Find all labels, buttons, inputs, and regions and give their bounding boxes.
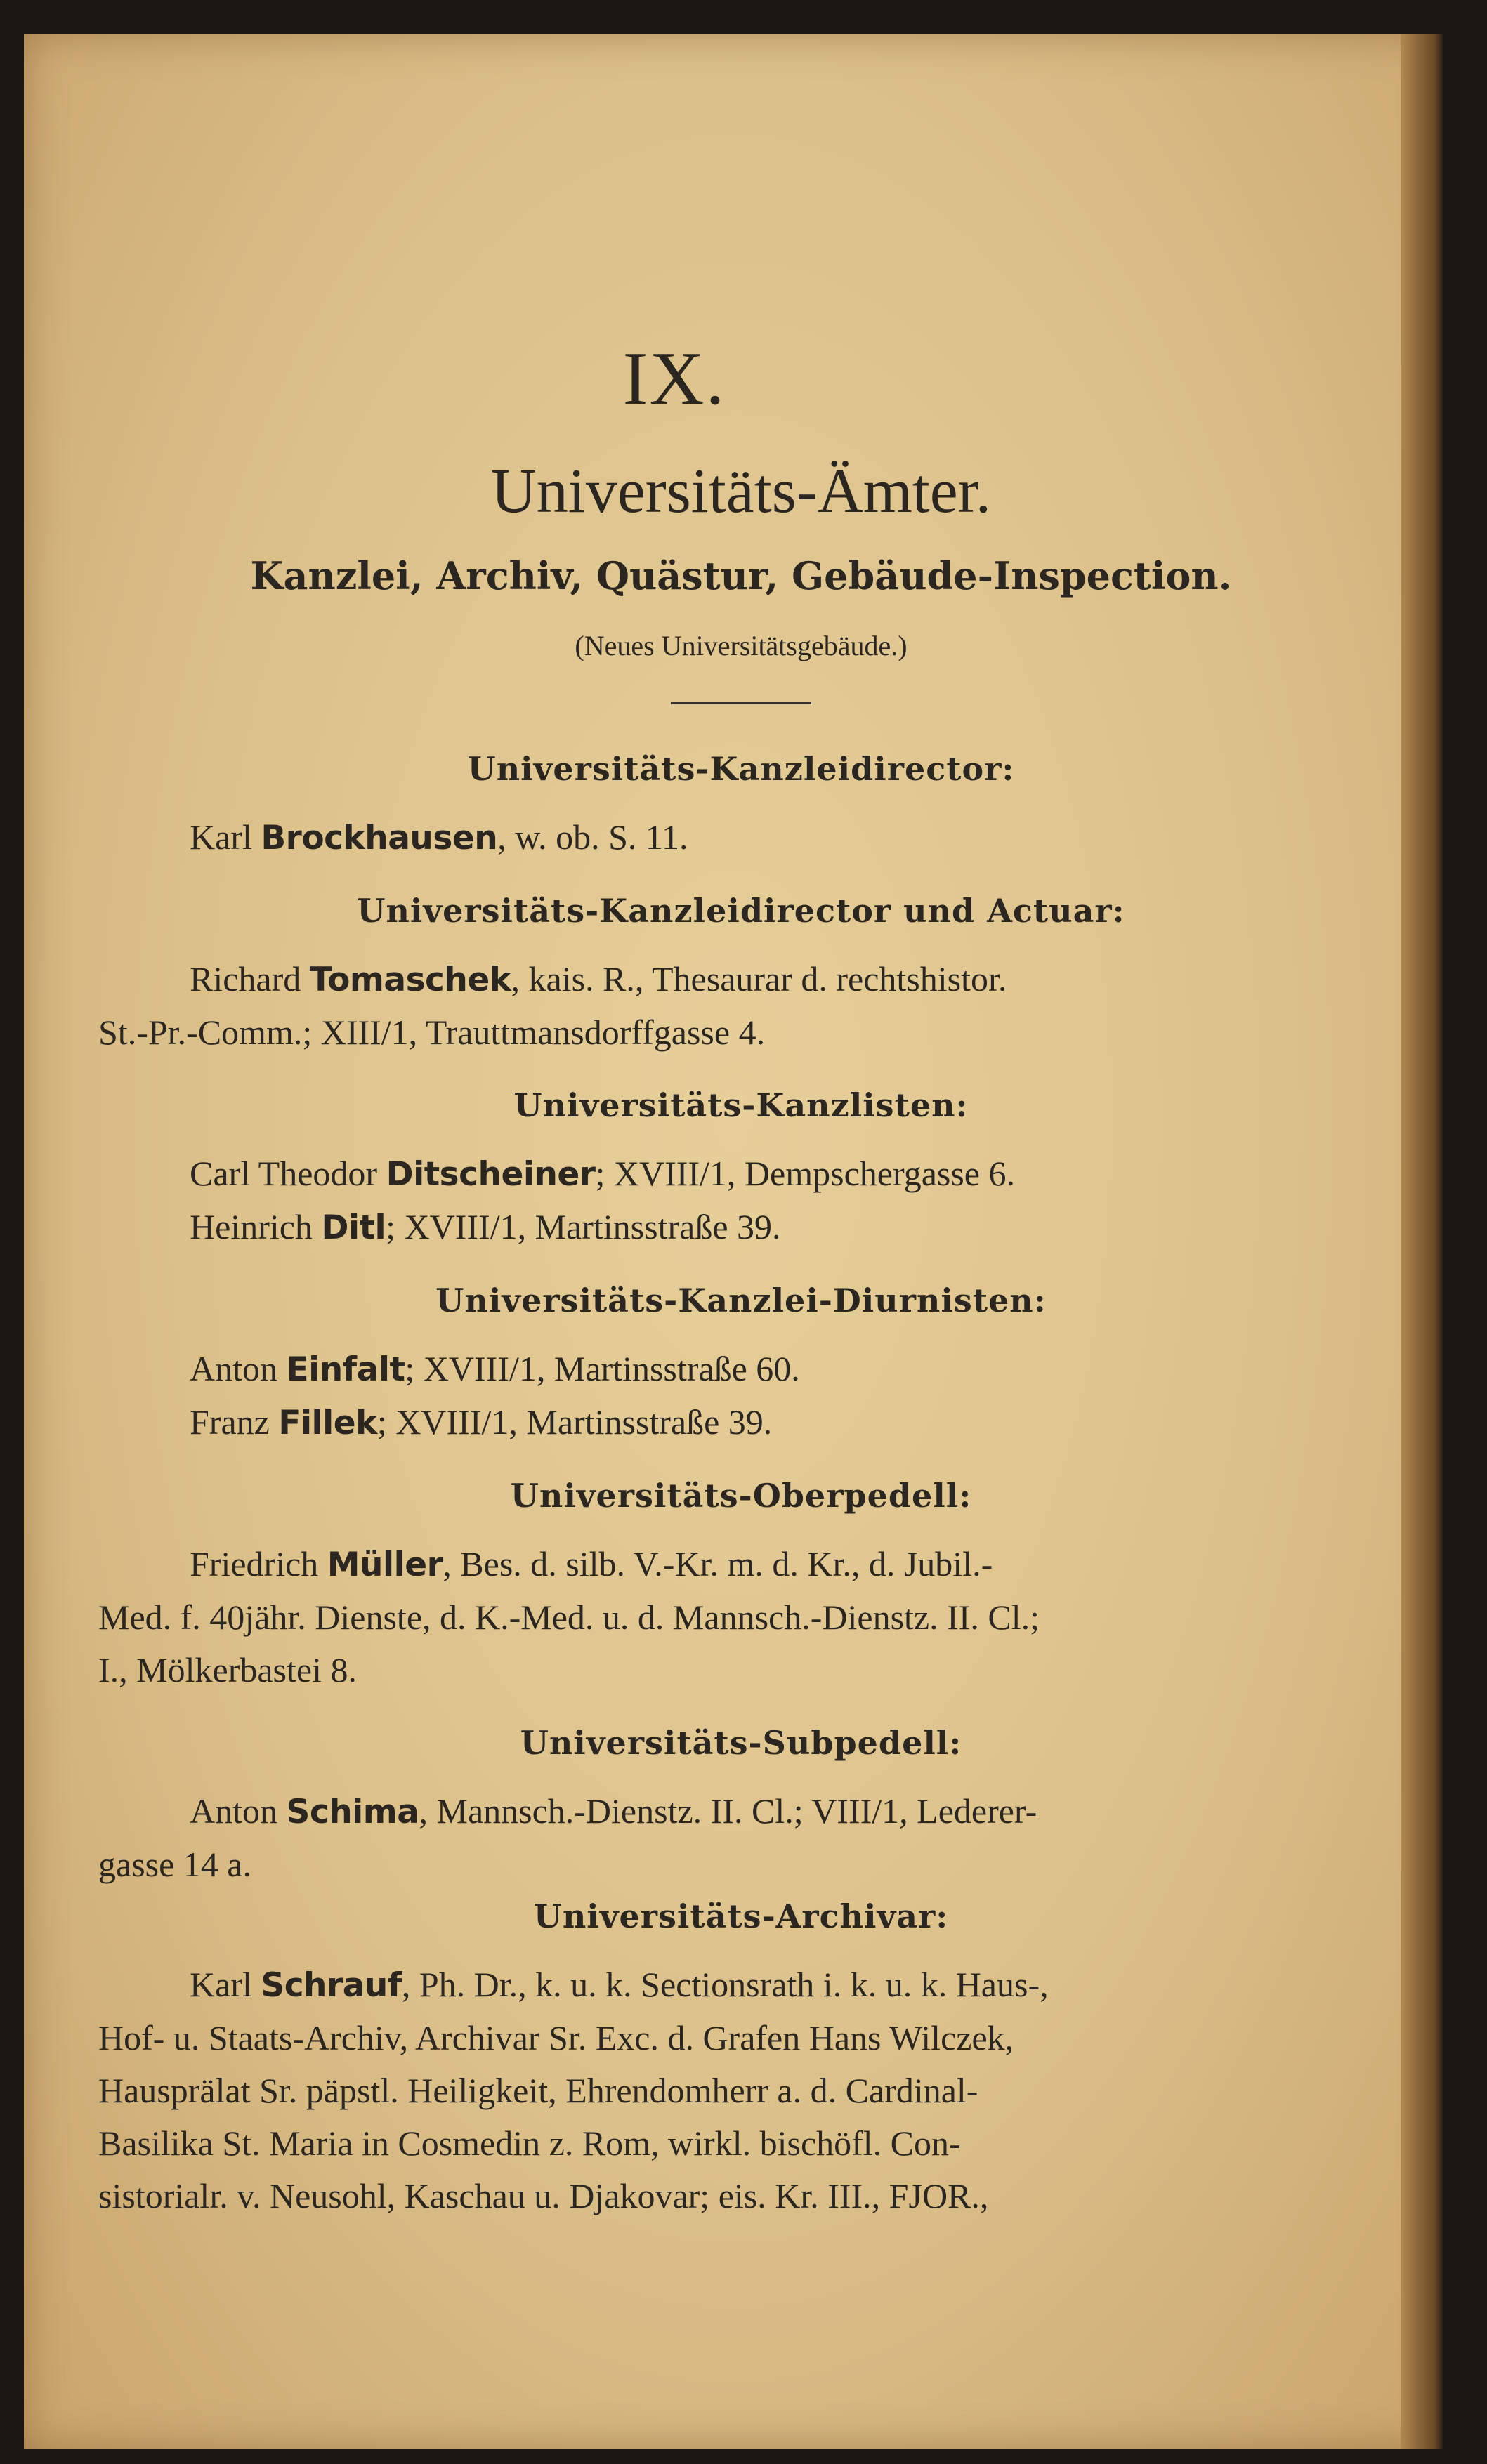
entry-details: ; XVIII/1, Martinsstraße 60. [405,1349,800,1388]
entry-line [98,1147,1222,1201]
section-heading: Universitäts-Kanzlisten: [513,1086,969,1124]
chapter-title: Universitäts-Ämter. [490,456,992,526]
section-heading: Universitäts-Oberpedell: [510,1477,972,1515]
entry-continuation: sistorialr. v. Neusohl, Kaschau u. Djakovar; eis. Kr. III., FJOR., [98,2176,989,2215]
section-heading: Universitäts-Kanzleidirector: [467,750,1015,788]
entry-line [98,1958,1222,2012]
entry-details: ; XVIII/1, Dempschergasse 6. [595,1154,1016,1193]
section-heading: Universitäts-Kanzleidirector und Actuar: [357,892,1125,930]
chapter-number: IX. [622,337,726,421]
entry-details: , Mannsch.-Dienstz. II. Cl.; VIII/1, Lederer- [419,1791,1037,1831]
entry-name: Einfalt [286,1350,405,1389]
list-item [98,1343,1222,1449]
entry-prefix: Franz [190,1402,279,1442]
section-heading: Universitäts-Archivar: [533,1897,949,1935]
section-heading: Universitäts-Subpedell: [520,1724,962,1762]
entry-prefix: Karl [190,817,261,857]
entry-prefix: Friedrich [190,1544,327,1583]
entry-name: Müller [327,1546,443,1584]
entry-line [98,1201,1222,1254]
entry-continuation: Med. f. 40jähr. Dienste, d. K.-Med. u. d. Mannsch.-Dienstz. II. Cl.; [98,1597,1040,1637]
entry-name: Schima [286,1793,419,1831]
entry-name: Ditl [321,1208,386,1247]
entry-details: , Bes. d. silb. V.-Kr. m. d. Kr., d. Jubil.- [443,1544,993,1583]
list-item [98,811,1222,864]
divider-rule [671,702,811,704]
entry-line [98,1343,1222,1396]
list-item [98,1785,1222,1891]
entry-line [98,1396,1222,1449]
entry-details: ; XVIII/1, Martinsstraße 39. [376,1402,773,1442]
entry-continuation: gasse 14 a. [98,1845,251,1884]
entry-name: Ditscheiner [386,1155,596,1194]
entry-details: , w. ob. S. 11. [497,817,688,857]
list-item [98,1958,1222,2222]
list-item [98,1538,1222,1697]
entry-name: Fillek [278,1404,377,1442]
location-note: (Neues Universitätsgebäude.) [575,630,908,661]
entry-line [98,953,1222,1006]
list-item [98,1147,1222,1254]
entry-continuation: I., Mölkerbastei 8. [98,1650,357,1689]
entry-details: , kais. R., Thesaurar d. rechtshistor. [511,959,1007,999]
entry-line [98,1785,1222,1838]
entry-continuation: Hof- u. Staats-Archiv, Archivar Sr. Exc. d. Grafen Hans Wilczek, [98,2018,1014,2057]
entry-name: Brockhausen [261,819,498,857]
book-spine [1401,34,1443,2449]
entry-prefix: Anton [190,1791,287,1831]
section-heading: Universitäts-Kanzlei-Diurnisten: [435,1282,1047,1319]
entry-line [98,811,1222,864]
entry-prefix: Richard [190,959,310,999]
entry-prefix: Carl Theodor [190,1154,386,1193]
entry-continuation: Basilika St. Maria in Cosmedin z. Rom, wirkl. bischöfl. Con- [98,2123,961,2163]
list-item [98,953,1222,1059]
entry-prefix: Anton [190,1349,287,1388]
entry-prefix: Heinrich [190,1207,322,1246]
entry-name: Schrauf [261,1966,402,2005]
entry-continuation: Hausprälat Sr. päpstl. Heiligkeit, Ehrendomherr a. d. Cardinal- [98,2071,978,2110]
entry-details: , Ph. Dr., k. u. k. Sectionsrath i. k. u. k. Haus-, [401,1965,1049,2004]
entry-prefix: Karl [190,1965,261,2004]
entry-details: ; XVIII/1, Martinsstraße 39. [386,1207,781,1246]
chapter-subtitle: Kanzlei, Archiv, Quästur, Gebäude-Inspection. [250,553,1232,598]
page-content [98,330,1384,2222]
entry-line [98,1538,1222,1591]
entry-name: Tomaschek [309,961,511,999]
entry-continuation: St.-Pr.-Comm.; XIII/1, Trauttmansdorffgasse 4. [98,1013,766,1052]
